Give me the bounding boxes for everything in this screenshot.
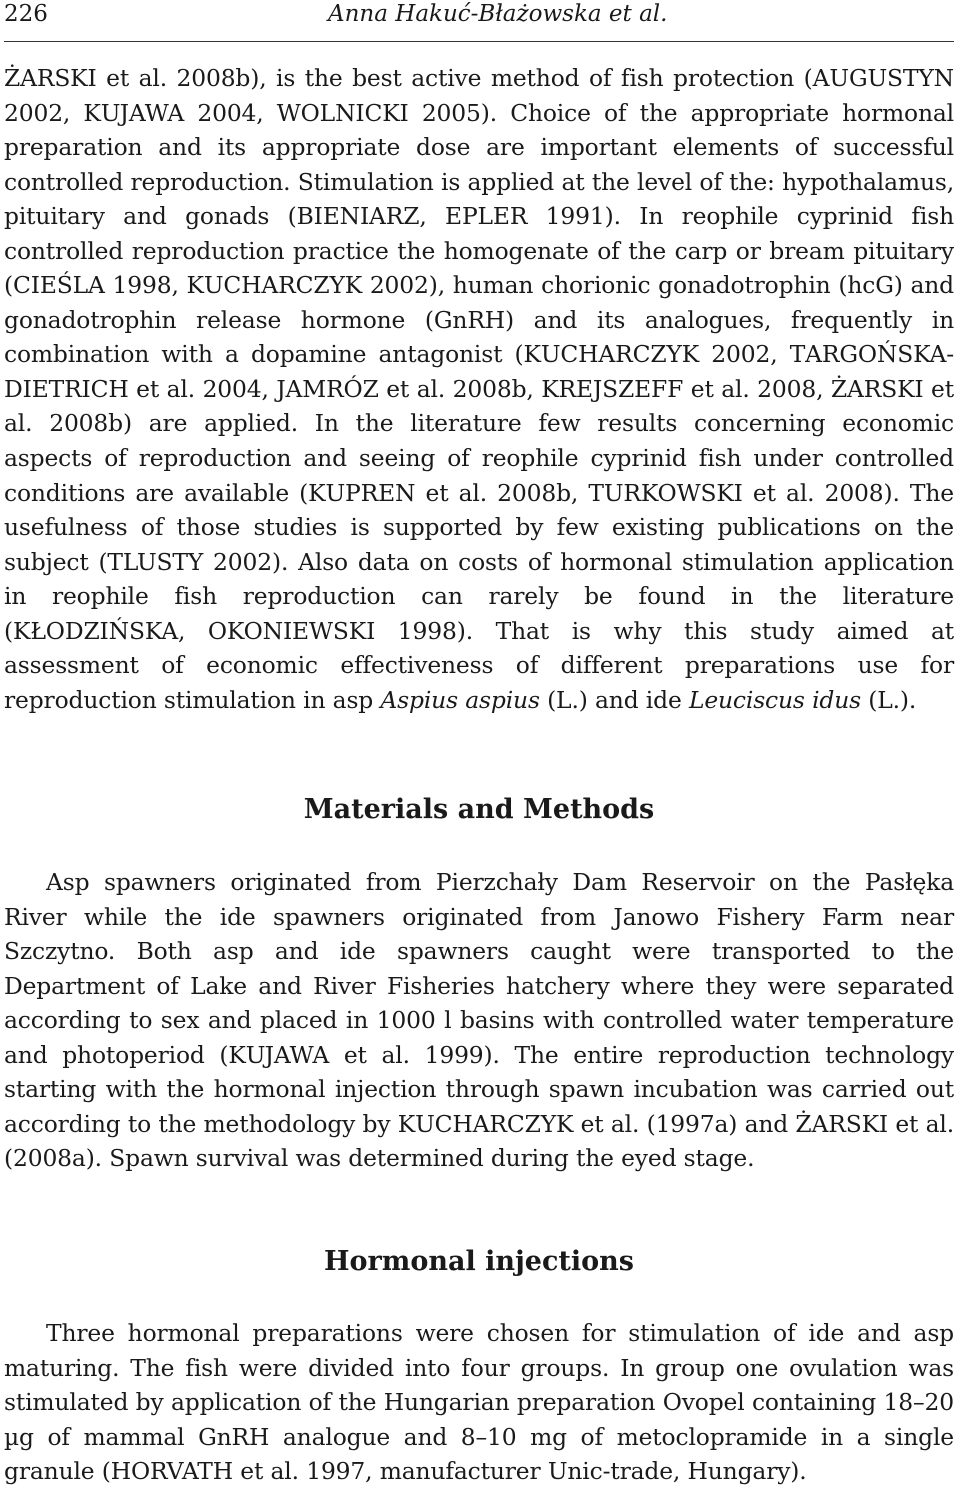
intro-paragraph: ŻARSKI et al. 2008b), is the best active method of fish protection (AUGUSTYN 2002, KUJAWA 2004, WOLNICKI 2005). Choice of the appropriate hormonal preparation and its appropriate dose are important elements of successful controlled reproduction. Stimulation is applied at the level of the: hypothalamus, pituitary and gonads (BIENIARZ, EPLER 1991). In reophile cyprinid fish controlled reproduction practice the homogenate of the carp or bream pituitary (CIEŚLA 1998, KUCHARCZYK 2002), human chorionic gonadotrophin (hcG) and gonadotrophin release hormone (GnRH) and its analogues, frequently in combination with a dopamine antagonist (KUCHARCZYK 2002, TARGOŃSKA-DIETRICH et al. 2004, JAMRÓZ et al. 2008b, KREJSZEFF et al. 2008, ŻARSKI et al. 2008b) are applied. In the literature few results concerning economic aspects of reproduction and seeing of reophile cyprinid fish under controlled conditions are available (KUPREN et al. 2008b, TURKOWSKI et al. 2008). The usefulness of those studies is supported by few existing publications on the subject (TLUSTY 2002). Also data on costs of hormonal stimulation application in reophile fish reproduction can rarely be found in the literature (KŁODZIŃSKA, OKONIEWSKI 1998). That is why this study aimed at assessment of economic effectiveness of different preparations use for reproduction stimulation in asp Aspius aspius (L.) and ide Leuciscus idus (L.). xyxy=(4,64,955,714)
section-heading-hormonal-injections: Hormonal injections xyxy=(324,1246,634,1277)
section-heading-materials-methods: Materials and Methods xyxy=(303,794,655,825)
hormonal-paragraph: Three hormonal preparations were chosen for stimulation of ide and asp maturing. The fish were divided into four groups. In group one ovulation was stimulated by application of the Hungarian preparation Ovopel containing 18–20 µg of mammal GnRH analogue and 8–10 mg of metoclopramide in a single granule (HORVATH et al. 1997, manufacturer Unic-trade, Hungary). xyxy=(4,1319,954,1486)
running-title: Anna Hakuć-Błażowska et al. xyxy=(328,1,668,27)
page-number: 226 xyxy=(4,1,48,27)
header-rule xyxy=(4,41,954,42)
methods-paragraph: Asp spawners originated from Pierzchały Dam Reservoir on the Pasłęka River while the ide spawners originated from Janowo Fishery Farm near Szczytno. Both asp and ide spawners caught were transported to the Department of Lake and River Fisheries hatchery where they were separated according to sex and placed in 1000 l basins with controlled water temperature and photoperiod (KUJAWA et al. 1999). The entire reproduction technology starting with the hormonal injection through spawn incubation was carried out according to the methodology by KUCHARCZYK et al. (1997a) and ŻARSKI et al. (2008a). Spawn survival was determined during the eyed stage. xyxy=(4,868,954,1173)
running-header xyxy=(4,0,954,28)
